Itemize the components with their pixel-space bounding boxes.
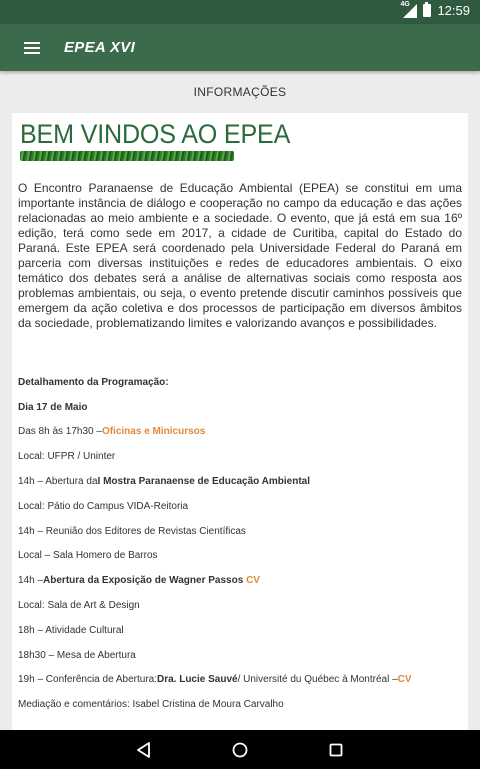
item-text: Das 8h às 17h30 –: [18, 426, 102, 438]
clock: 12:59: [437, 3, 470, 18]
intro-paragraph: O Encontro Paranaense de Educação Ambiental (EPEA) se constitui em uma importante instância de diálogo e cooperação no campo da educação e das ações relacionadas ao meio ambiente e a sociedade. O evento, que já está em sua 16º edição, terá como sede em 2017, a cidade de Curitiba, capital do Estado do Paraná. Este EPEA será coordenado pela Universidade Federal do Paraná em parceria com diversas instituições e redes de educadores ambientais. O eixo temático dos debates será a análise de alternativas sociais como resposta aos problemas ambientais, ou seja, o evento pretende discutir caminhos possíveis que emergem da ação coletiva e dos processos de participação em diversos âmbitos da sociedade, problematizando limites e valorizando avanços e possibilidades.: [18, 181, 462, 330]
welcome-banner: [20, 119, 291, 161]
item-bold: Dra. Lucie Sauvé: [156, 674, 238, 686]
list-item: 18h30 – Mesa de Abertura: [18, 649, 136, 661]
status-bar: [0, 0, 480, 24]
list-item: [18, 568, 462, 593]
page-heading: INFORMAÇÕES: [193, 85, 287, 99]
list-item: Local: UFPR / Uninter: [18, 451, 116, 463]
app-title: EPEA XVI: [64, 39, 136, 56]
home-circle-icon: [232, 742, 248, 758]
cv-link[interactable]: CV: [246, 575, 260, 587]
list-item: [18, 668, 462, 693]
list-item: Local: Pátio do Campus VIDA-Reitoria: [18, 500, 189, 512]
item-bold: Abertura da Exposição de Wagner Passos: [43, 575, 244, 587]
grass-decoration: [20, 151, 234, 161]
hamburger-menu-icon: [24, 42, 40, 54]
battery-icon: [423, 4, 431, 17]
program-day: Dia 17 de Maio: [18, 401, 88, 413]
menu-button[interactable]: [0, 24, 64, 71]
item-text: 14h – Abertura da: [18, 476, 98, 488]
app-bar: [0, 24, 480, 71]
item-text: 14h –: [18, 575, 44, 587]
oficinas-link[interactable]: Oficinas e Minicursos: [101, 426, 206, 438]
list-item: Mediação e comentários: Isabel Cristina de Moura Carvalho: [18, 699, 284, 711]
back-button[interactable]: [124, 730, 164, 769]
program-list: [18, 370, 462, 717]
item-bold: I Mostra Paranaense de Educação Ambiental: [97, 476, 310, 488]
list-item: 18h – Atividade Cultural: [18, 624, 124, 636]
program-section-title: Detalhamento da Programação:: [18, 376, 169, 388]
recents-square-icon: [329, 743, 343, 757]
home-button[interactable]: [220, 730, 260, 769]
content-card[interactable]: [12, 113, 468, 730]
list-item: 14h – Reunião dos Editores de Revistas Científicas: [18, 525, 246, 537]
system-nav-bar: [0, 730, 480, 769]
list-item: [18, 420, 462, 445]
recents-button[interactable]: [316, 730, 356, 769]
list-item: Local: Sala de Art & Design: [18, 600, 140, 612]
network-type: 4G: [400, 0, 410, 8]
back-triangle-icon: [136, 742, 152, 758]
item-text: 19h – Conferência de Abertura:: [18, 674, 157, 686]
cv-link[interactable]: CV: [397, 674, 412, 686]
banner-title: BEM VINDOS AO EPEA: [20, 119, 291, 149]
list-item: [18, 469, 462, 494]
list-item: Local – Sala Homero de Barros: [18, 550, 158, 562]
item-text: / Université du Québec à Montréal –: [237, 674, 398, 686]
cell-signal-icon: [400, 0, 417, 18]
